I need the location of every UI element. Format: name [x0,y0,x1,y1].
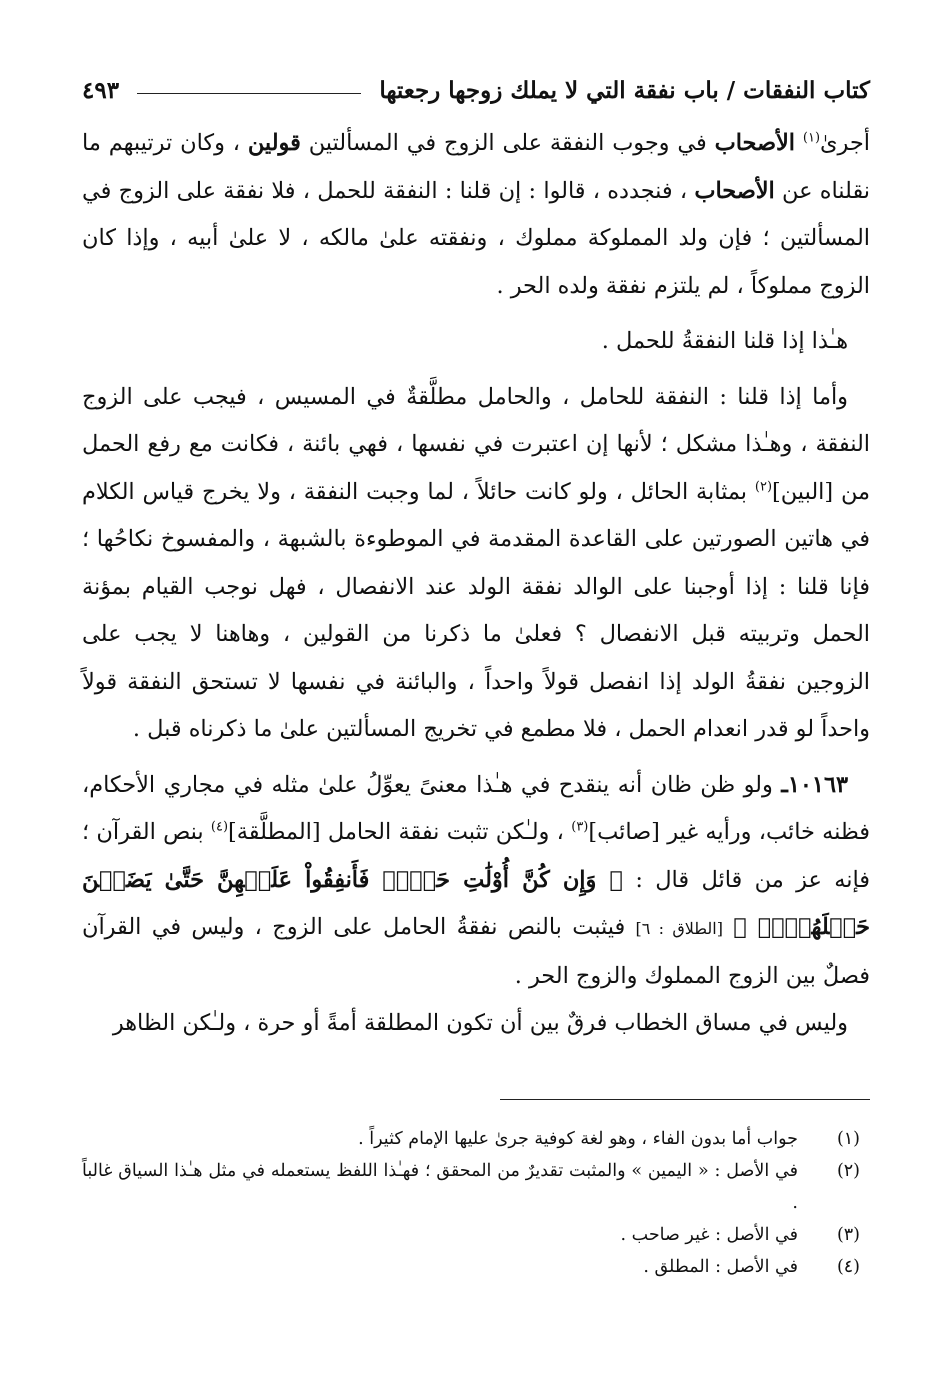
text-run: فيثبت بالنص نفقةُ الحامل على الزوج ، وليس في القرآن فصلٌ بين الزوج المملوك والزوج الحر . [82,914,870,989]
footnote-number: (٣) [836,1225,860,1245]
footnote-number: (٢) [836,1161,860,1181]
text-run: ، وكان ترتيبهم ما نقلناه عن [82,130,871,204]
footnote-item [82,1155,870,1219]
footnote-item [82,1251,870,1283]
page-number: ٤٩٣ [82,76,120,104]
chapter-title: كتاب النفقات / باب نفقة التي لا يملك زوجها رجعتها [379,76,870,104]
header-rule [137,93,361,94]
running-header [82,70,870,110]
footnote-ref-4[interactable]: (٤) [210,819,229,835]
text-run: في وجوب النفقة على الزوج في المسألتين [308,130,707,156]
footnote-separator [500,1099,870,1100]
text-run: بنص القرآن ؛ فإنه عز من قائل قال : [82,819,871,893]
text-run: ، فنجدده ، قالوا : إن قلنا : النفقة للحمل ، فلا نفقة على الزوج في المسألتين ؛ فإن ولد المملوكة مملوك ، ونفقته علىٰ مالكه ، لا علىٰ أبيه ، وإذا كان الزوج مملوكاً ، لم يلتزم نفقة ولده الحر . [82,177,870,299]
paragraph-1 [82,120,870,310]
footnotes [82,1123,870,1283]
footnote-ref-1[interactable]: (١) [802,130,821,146]
issue-number: ١٠١٦٣ـ [781,771,848,798]
text-run: بمثابة الحائل ، ولو كانت حائلاً ، لما وجبت النفقة ، ولا يخرج قياس الكلام في هاتين الصورتين على القاعدة المقدمة في الموطوءة بالشبهة ، والمفسوخ نكاحُها ؛ فإنا قلنا : إذا أوجبنا على الوالد نفقة الولد عند الانفصال ، فهل نوجب القيام بمؤنة الحمل وتربيته قبل الانفصال ؟ فعلىٰ ما ذكرنا من القولين ، وهاهنا لا يجب على الزوجين نفقةُ الولد إذا انفصل قولاً واحداً ، والبائنة في نفسها لا تستحق النفقة قولاً واحداً لو قدر انعدام الحمل ، فلا مطمع في تخريج المسألتين علىٰ ما ذكرناه قبل . [82,478,870,742]
term-ashab: الأصحاب [714,130,795,156]
footnote-ref-2[interactable]: (٢) [754,479,773,495]
footnote-ref-3[interactable]: (٣) [571,819,589,835]
footnote-text: في الأصل : غير صاحب . [620,1225,798,1245]
paragraph-3 [82,374,870,754]
footnote-number: (١) [836,1129,860,1149]
footnote-number: (٤) [836,1257,860,1277]
footnote-text: في الأصل : المطلق . [643,1257,798,1277]
text-run: ، ولـٰكن تثبت نفقة الحامل [المطلَّقة] [228,819,564,845]
footnote-item [82,1219,870,1251]
quran-verse: ﴿ وَإِن كُنَّ أُوْلَٰتِ حَمۡلٖ فَأَنفِقُواْ عَلَيۡهِنَّ حَتَّىٰ يَضَعۡنَ حَمۡلَهُنَّۚ ﴾ [82,866,870,940]
main-text [82,120,870,1048]
text-run: وأما إذا قلنا : النفقة للحامل ، والحامل مطلَّقةٌ في المسيس ، فيجب على الزوج النفقة ، وهـٰذا مشكل ؛ لأنها إن اعتبرت في نفسها ، فهي بائنة ، فكانت مع رفع الحمل من [البين] [82,383,870,505]
paragraph-4 [82,762,870,1001]
footnote-text: في الأصل : « اليمين » والمثبت تقديرٌ من المحقق ؛ فهـٰذا اللفظ يستعمله في مثل هـٰذا السياق غالباً . [82,1161,798,1213]
paragraph-5: وليس في مساق الخطاب فرقٌ بين أن تكون المطلقة أمةً أو حرة ، ولـٰكن الظاهر [112,1010,848,1036]
text-run: ولو ظن ظان أنه ينقدح في هـٰذا معنىً يعوِّلُ علىٰ مثله في مجاري الأحكام، فظنه خائب، ورأيه غير [صائب] [82,771,870,845]
term-qawlayn: قولين [247,130,301,156]
footnote-item [82,1123,870,1155]
verse-reference: [الطلاق : ٦] [635,919,723,938]
footnote-text: جواب أما بدون الفاء ، وهو لغة كوفية جرىٰ عليها الإمام كثيراً . [358,1129,798,1149]
paragraph-2: هـٰذا إذا قلنا النفقةُ للحمل . [601,328,848,354]
term-ashab: الأصحاب [694,177,775,204]
text-run: أجرىٰ [820,130,870,156]
